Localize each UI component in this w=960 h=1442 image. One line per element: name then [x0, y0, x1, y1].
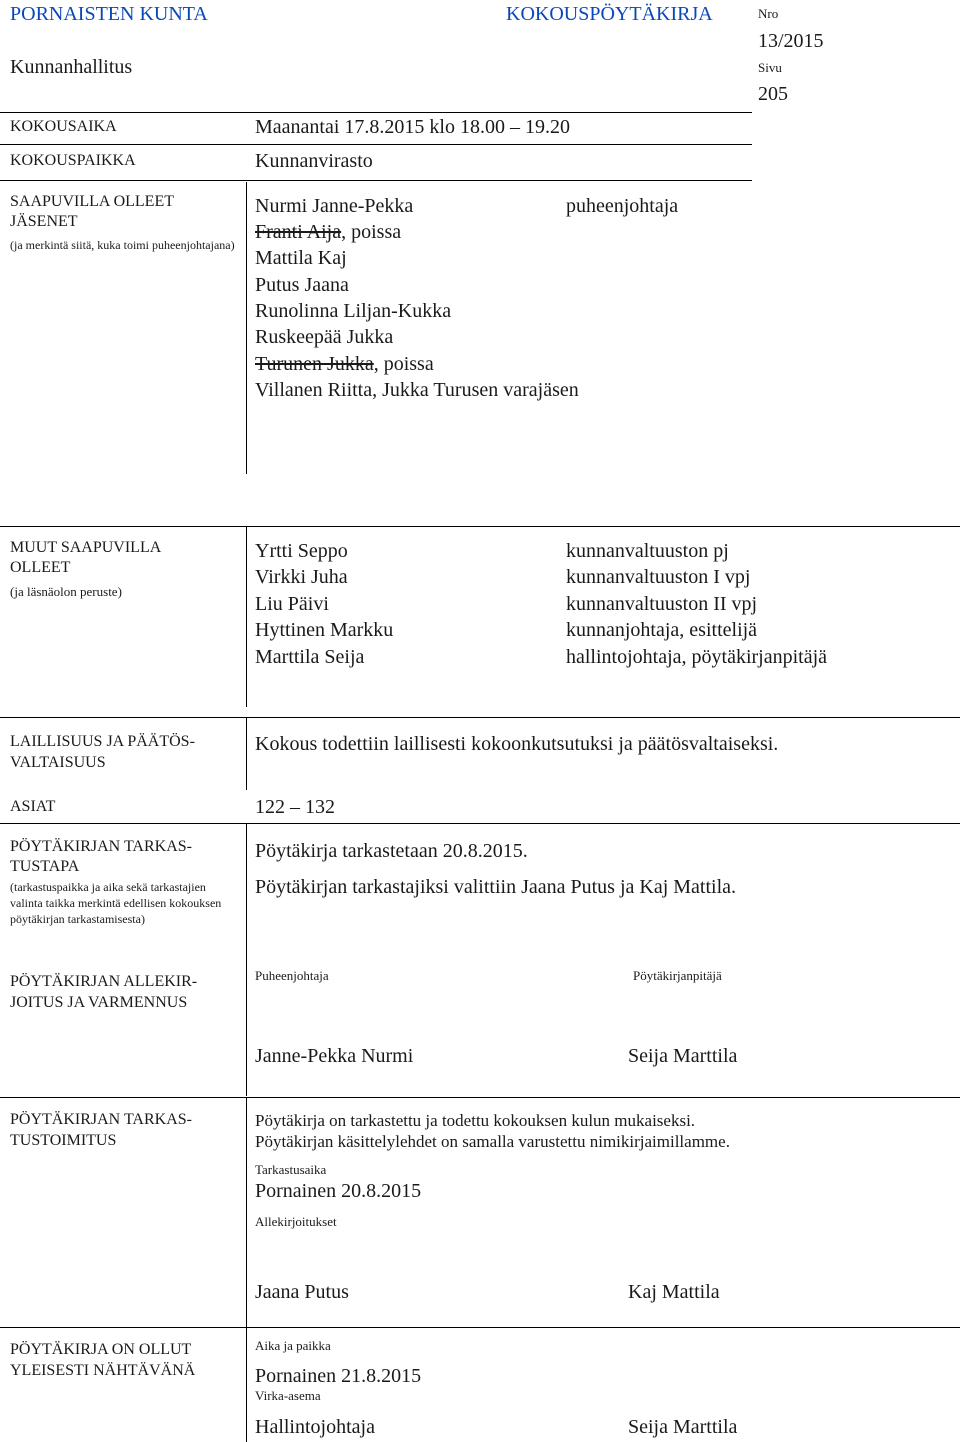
reviewer-2-name: Kaj Mattila: [628, 1281, 720, 1303]
organ-name: Kunnanhallitus: [10, 56, 133, 78]
sivu-label: Sivu: [758, 60, 782, 75]
review-method-line-2: Pöytäkirjan tarkastajiksi valittiin Jaana Putus ja Kaj Mattila.: [255, 876, 737, 898]
official-name: Seija Marttila: [628, 1416, 738, 1438]
other-attendee-role: kunnanvaltuuston pj: [566, 540, 729, 562]
position-value: Hallintojohtaja: [255, 1416, 375, 1438]
review-time-caption: Tarkastusaika: [255, 1162, 327, 1177]
absent-name: Franti Aija: [255, 221, 342, 243]
member-chair-role: puheenjohtaja: [566, 195, 679, 217]
secretary-caption: Pöytäkirjanpitäjä: [633, 968, 722, 983]
review-done-label-1: PÖYTÄKIRJAN TARKAS-: [10, 1111, 192, 1128]
absent-name: Turunen Jukka: [255, 353, 374, 375]
rule-top: [0, 112, 752, 113]
review-done-label-2: TUSTOIMITUS: [10, 1132, 117, 1149]
rule-time: [0, 144, 752, 145]
nro-label: Nro: [758, 6, 779, 21]
review-done-line-2: Pöytäkirjan käsittelylehdet on samalla varustettu nimikirjaimillamme.: [255, 1132, 730, 1151]
member-row: Mattila Kaj: [255, 247, 347, 269]
public-display-label-2: YLEISESTI NÄHTÄVÄNÄ: [10, 1362, 196, 1379]
document-type: KOKOUSPÖYTÄKIRJA: [506, 3, 713, 25]
other-attendee-role: kunnanjohtaja, esittelijä: [566, 619, 758, 641]
member-row: Villanen Riitta, Jukka Turusen varajäsen: [255, 379, 579, 401]
meeting-place-label: KOKOUSPAIKKA: [10, 152, 136, 169]
absent-note: , poissa: [373, 353, 434, 375]
nro-value: 13/2015: [758, 30, 824, 52]
others-label: MUUT SAAPUVILLA OLLEET: [10, 539, 161, 576]
rule-legality-top: [0, 717, 960, 718]
member-absent-1: [255, 219, 401, 245]
members-label: SAAPUVILLA OLLEET JÄSENET: [10, 193, 174, 230]
items-value: 122 – 132: [255, 796, 335, 818]
sivu-value: 205: [758, 83, 788, 105]
items-label: ASIAT: [10, 798, 56, 815]
chair-caption: Puheenjohtaja: [255, 968, 329, 983]
secretary-signature-name: Seija Marttila: [628, 1045, 738, 1067]
member-row: Runolinna Liljan-Kukka: [255, 300, 452, 322]
review-method-label-2: TUSTAPA: [10, 858, 80, 875]
position-caption: Virka-asema: [255, 1388, 321, 1403]
legality-label-1: LAILLISUUS JA PÄÄTÖS-: [10, 733, 195, 750]
divider-review: [246, 824, 247, 1096]
absent-note: , poissa: [341, 221, 402, 243]
public-place-caption: Aika ja paikka: [255, 1338, 331, 1353]
chair-signature-name: Janne-Pekka Nurmi: [255, 1045, 414, 1067]
review-done-line-1: Pöytäkirja on tarkastettu ja todettu kokouksen kulun mukaiseksi.: [255, 1111, 696, 1130]
other-attendee-role: kunnanvaltuuston II vpj: [566, 593, 758, 615]
other-attendee-role: kunnanvaltuuston I vpj: [566, 566, 751, 588]
rule-others-top: [0, 526, 960, 527]
signatures-label-2: JOITUS JA VARMENNUS: [10, 994, 188, 1011]
review-signatures-caption: Allekirjoitukset: [255, 1214, 337, 1229]
review-time-value: Pornainen 20.8.2015: [255, 1180, 422, 1202]
rule-review-done-top: [0, 1097, 960, 1098]
member-absent-2: [255, 351, 434, 377]
divider-bottom: [246, 1098, 247, 1442]
divider-others: [246, 527, 247, 707]
other-attendee-role: hallintojohtaja, pöytäkirjanpitäjä: [566, 646, 828, 668]
signatures-label-1: PÖYTÄKIRJAN ALLEKIR-: [10, 973, 198, 990]
review-method-line-1: Pöytäkirja tarkastetaan 20.8.2015.: [255, 840, 528, 862]
divider-members: [246, 182, 247, 474]
rule-place: [0, 180, 752, 181]
rule-public-top: [0, 1327, 960, 1328]
divider-legality: [246, 718, 247, 790]
member-row: Ruskeepää Jukka: [255, 326, 394, 348]
legality-text: Kokous todettiin laillisesti kokoonkutsutuksi ja päätösvaltaiseksi.: [255, 733, 779, 755]
reviewer-1-name: Jaana Putus: [255, 1281, 349, 1303]
meeting-time-label: KOKOUSAIKA: [10, 118, 117, 135]
review-method-label-1: PÖYTÄKIRJAN TARKAS-: [10, 838, 192, 855]
municipality-name: PORNAISTEN KUNTA: [10, 3, 208, 25]
other-attendee-name: Yrtti Seppo: [255, 540, 348, 562]
member-row: Putus Jaana: [255, 274, 349, 296]
others-note: (ja läsnäolon peruste): [10, 584, 122, 599]
meeting-time-value: Maanantai 17.8.2015 klo 18.00 – 19.20: [255, 116, 570, 138]
public-display-label-1: PÖYTÄKIRJA ON OLLUT: [10, 1341, 192, 1358]
meeting-place-value: Kunnanvirasto: [255, 150, 373, 172]
members-note: (ja merkintä siitä, kuka toimi puheenjohtajana): [10, 238, 235, 252]
rule-items: [0, 823, 960, 824]
member-chair-name: Nurmi Janne-Pekka: [255, 195, 414, 217]
public-place-value: Pornainen 21.8.2015: [255, 1365, 422, 1387]
review-method-note: (tarkastuspaikka ja aika sekä tarkastajien valinta taikka merkintä edellisen kokouksen pöytäkirjan tarkastamisesta): [10, 880, 222, 926]
other-attendee-name: Virkki Juha: [255, 566, 348, 588]
other-attendee-name: Hyttinen Markku: [255, 619, 394, 641]
other-attendee-name: Liu Päivi: [255, 593, 329, 615]
legality-label-2: VALTAISUUS: [10, 754, 106, 771]
other-attendee-name: Marttila Seija: [255, 646, 365, 668]
